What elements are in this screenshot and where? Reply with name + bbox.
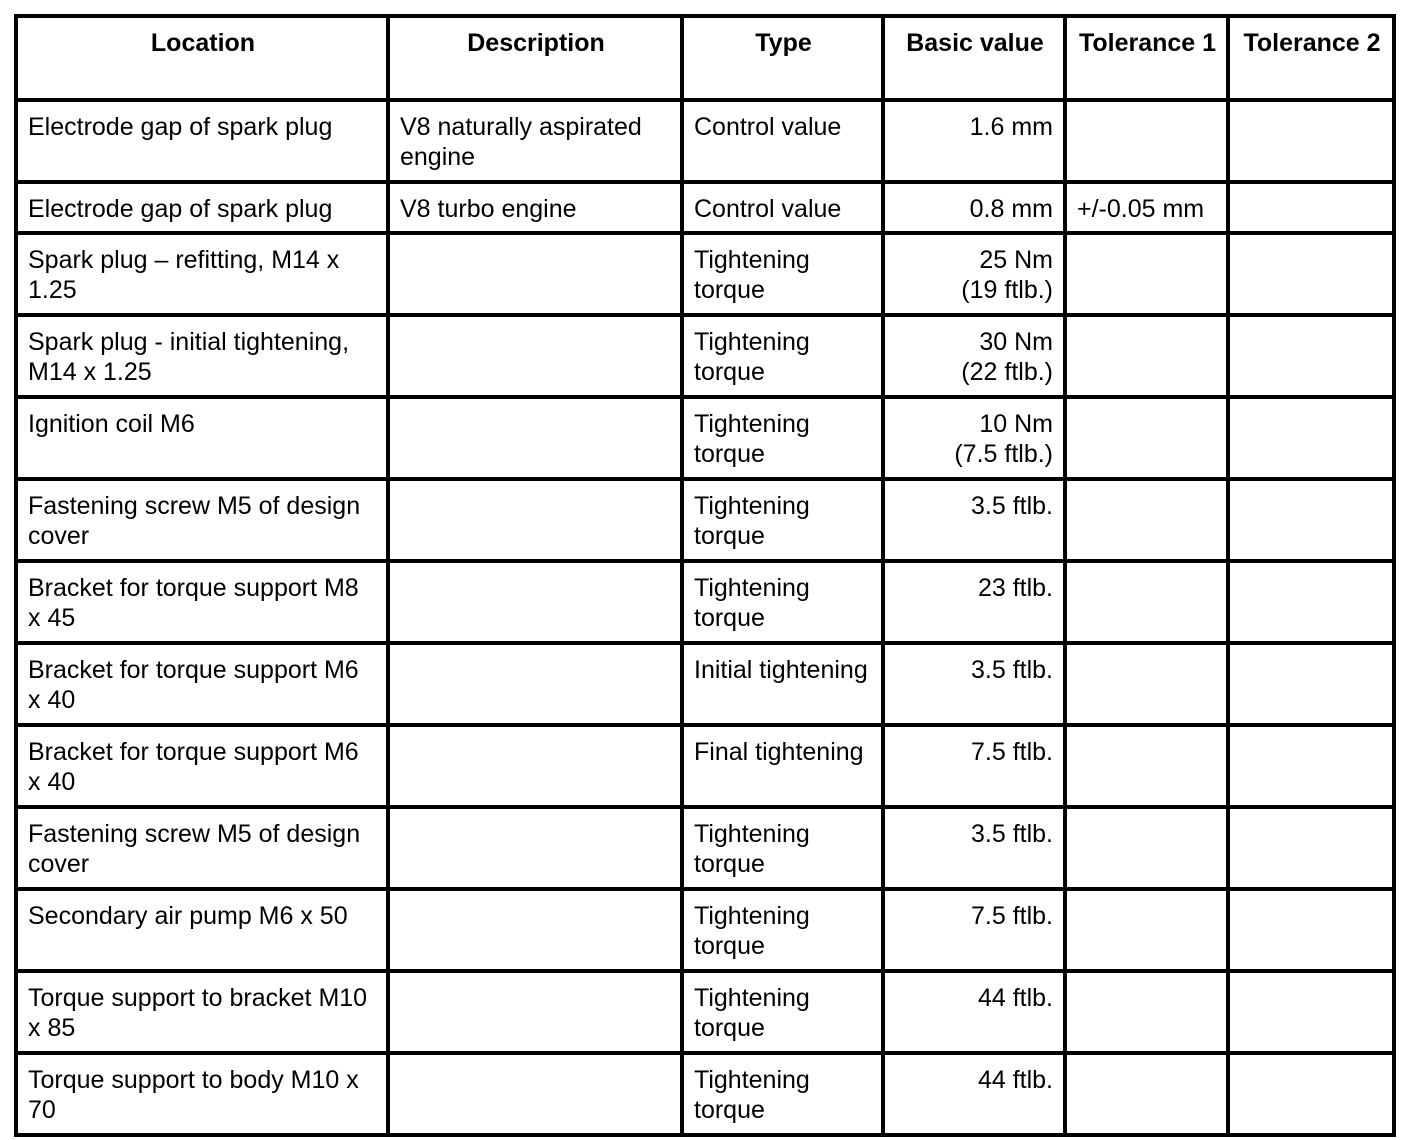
column-header-description: Description <box>388 16 682 100</box>
cell-location: Bracket for torque support M6 x 40 <box>16 643 388 725</box>
table-row <box>16 971 1394 1053</box>
basic-value-secondary-line: (19 ftlb.) <box>961 276 1053 304</box>
cell-tolerance-1: +/-0.05 mm <box>1065 182 1228 233</box>
basic-value-line: 25 Nm <box>979 246 1053 274</box>
basic-value-line: 23 ftlb. <box>977 574 1053 602</box>
cell-tolerance-1 <box>1065 315 1228 397</box>
basic-value-line: 7.5 ftlb. <box>971 902 1053 930</box>
cell-location: Secondary air pump M6 x 50 <box>16 889 388 971</box>
cell-type: Tightening torque <box>682 561 883 643</box>
cell-location: Electrode gap of spark plug <box>16 100 388 182</box>
cell-tolerance-1 <box>1065 479 1228 561</box>
cell-tolerance-2 <box>1228 807 1394 889</box>
cell-description <box>388 397 682 479</box>
cell-type: Tightening torque <box>682 807 883 889</box>
cell-basic-value <box>883 233 1065 315</box>
cell-tolerance-2 <box>1228 889 1394 971</box>
cell-description <box>388 233 682 315</box>
basic-value-line: 1.6 mm <box>969 113 1053 141</box>
cell-basic-value <box>883 643 1065 725</box>
cell-location: Bracket for torque support M6 x 40 <box>16 725 388 807</box>
cell-location: Fastening screw M5 of design cover <box>16 807 388 889</box>
column-header-tolerance-2: Tolerance 2 <box>1228 16 1394 100</box>
cell-basic-value <box>883 725 1065 807</box>
cell-tolerance-2 <box>1228 725 1394 807</box>
cell-basic-value <box>883 1053 1065 1135</box>
basic-value-line: 10 Nm <box>979 410 1053 438</box>
cell-description <box>388 725 682 807</box>
cell-location: Spark plug - initial tightening, M14 x 1.25 <box>16 315 388 397</box>
cell-location: Torque support to bracket M10 x 85 <box>16 971 388 1053</box>
cell-tolerance-2 <box>1228 397 1394 479</box>
cell-tolerance-2 <box>1228 182 1394 233</box>
header-row <box>16 16 1394 100</box>
table-row <box>16 807 1394 889</box>
cell-description <box>388 1053 682 1135</box>
table-row <box>16 479 1394 561</box>
table-row <box>16 100 1394 182</box>
cell-tolerance-1 <box>1065 889 1228 971</box>
cell-tolerance-1 <box>1065 971 1228 1053</box>
cell-basic-value <box>883 479 1065 561</box>
cell-description <box>388 971 682 1053</box>
column-header-type: Type <box>682 16 883 100</box>
cell-type: Tightening torque <box>682 233 883 315</box>
column-header-tolerance-1: Tolerance 1 <box>1065 16 1228 100</box>
cell-description <box>388 315 682 397</box>
basic-value-secondary-line: (7.5 ftlb.) <box>954 440 1053 468</box>
cell-location: Electrode gap of spark plug <box>16 182 388 233</box>
cell-tolerance-1 <box>1065 643 1228 725</box>
cell-location: Spark plug – refitting, M14 x 1.25 <box>16 233 388 315</box>
cell-location: Bracket for torque support M8 x 45 <box>16 561 388 643</box>
cell-type: Tightening torque <box>682 889 883 971</box>
cell-basic-value <box>883 971 1065 1053</box>
table-row <box>16 397 1394 479</box>
cell-description <box>388 561 682 643</box>
cell-description <box>388 479 682 561</box>
basic-value-line: 3.5 ftlb. <box>971 656 1053 684</box>
cell-type: Final tightening <box>682 725 883 807</box>
table-row <box>16 1053 1394 1135</box>
table-row <box>16 182 1394 233</box>
cell-tolerance-2 <box>1228 643 1394 725</box>
basic-value-line: 3.5 ftlb. <box>971 820 1053 848</box>
cell-tolerance-2 <box>1228 1053 1394 1135</box>
cell-basic-value <box>883 889 1065 971</box>
cell-location: Ignition coil M6 <box>16 397 388 479</box>
basic-value-line: 0.8 mm <box>969 195 1053 223</box>
cell-type: Tightening torque <box>682 479 883 561</box>
basic-value-line: 44 ftlb. <box>977 1066 1053 1094</box>
basic-value-line: 7.5 ftlb. <box>971 738 1053 766</box>
column-header-basic-value: Basic value <box>883 16 1065 100</box>
cell-tolerance-1 <box>1065 233 1228 315</box>
cell-tolerance-2 <box>1228 479 1394 561</box>
cell-tolerance-1 <box>1065 100 1228 182</box>
cell-tolerance-2 <box>1228 971 1394 1053</box>
cell-basic-value <box>883 100 1065 182</box>
cell-type: Tightening torque <box>682 397 883 479</box>
table-row <box>16 889 1394 971</box>
cell-basic-value <box>883 561 1065 643</box>
cell-tolerance-2 <box>1228 100 1394 182</box>
cell-tolerance-2 <box>1228 233 1394 315</box>
basic-value-line: 3.5 ftlb. <box>971 492 1053 520</box>
cell-type: Tightening torque <box>682 1053 883 1135</box>
cell-tolerance-1 <box>1065 1053 1228 1135</box>
basic-value-line: 44 ftlb. <box>977 984 1053 1012</box>
table-row <box>16 315 1394 397</box>
cell-description <box>388 807 682 889</box>
cell-tolerance-2 <box>1228 561 1394 643</box>
cell-tolerance-2 <box>1228 315 1394 397</box>
cell-type: Tightening torque <box>682 315 883 397</box>
table-row <box>16 561 1394 643</box>
cell-type: Control value <box>682 182 883 233</box>
cell-type: Tightening torque <box>682 971 883 1053</box>
cell-location: Torque support to body M10 x 70 <box>16 1053 388 1135</box>
cell-tolerance-1 <box>1065 397 1228 479</box>
table-row <box>16 643 1394 725</box>
basic-value-line: 30 Nm <box>979 328 1053 356</box>
cell-tolerance-1 <box>1065 561 1228 643</box>
table-row <box>16 233 1394 315</box>
cell-basic-value <box>883 397 1065 479</box>
cell-basic-value <box>883 182 1065 233</box>
cell-description <box>388 643 682 725</box>
cell-basic-value <box>883 807 1065 889</box>
cell-description: V8 naturally aspirated engine <box>388 100 682 182</box>
cell-location: Fastening screw M5 of design cover <box>16 479 388 561</box>
column-header-location: Location <box>16 16 388 100</box>
basic-value-secondary-line: (22 ftlb.) <box>961 358 1053 386</box>
cell-description: V8 turbo engine <box>388 182 682 233</box>
cell-tolerance-1 <box>1065 807 1228 889</box>
cell-type: Initial tightening <box>682 643 883 725</box>
cell-basic-value <box>883 315 1065 397</box>
cell-description <box>388 889 682 971</box>
cell-tolerance-1 <box>1065 725 1228 807</box>
cell-type: Control value <box>682 100 883 182</box>
specification-table <box>14 14 1396 1137</box>
table-row <box>16 725 1394 807</box>
